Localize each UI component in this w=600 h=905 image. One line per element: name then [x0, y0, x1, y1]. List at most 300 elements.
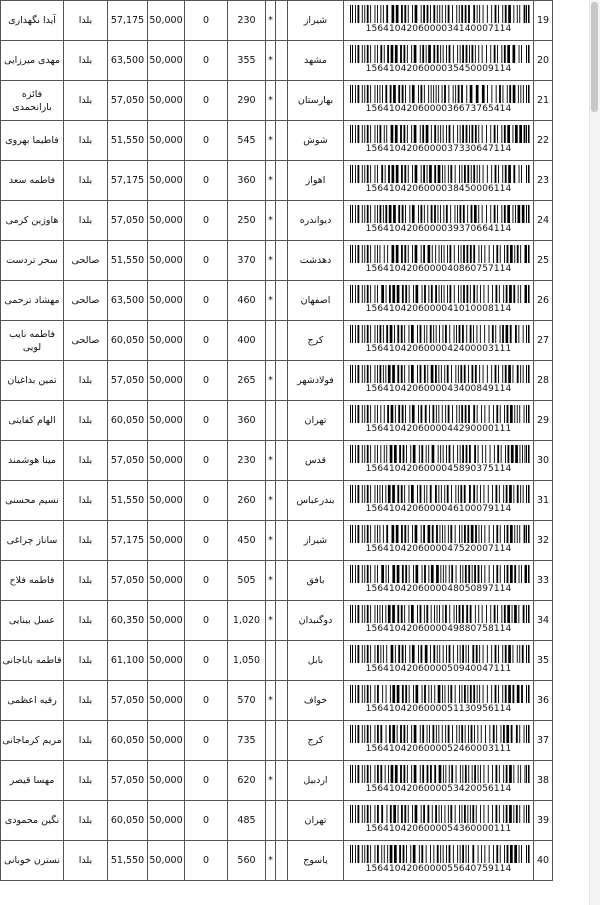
city-cell: کرج	[288, 321, 344, 361]
barcode-cell	[344, 761, 534, 801]
recipient-name-cell: فاطمه سعد	[1, 161, 64, 201]
total-amount-cell: 60,350	[108, 601, 148, 641]
agent-cell: صالحی	[64, 281, 108, 321]
weight-cell: 485	[228, 801, 266, 841]
base-amount-cell: 50,000	[148, 521, 185, 561]
weight-cell: 545	[228, 121, 266, 161]
base-amount-cell: 50,000	[148, 1, 185, 41]
row-number-cell: 35	[534, 641, 553, 681]
zero-cell: 0	[185, 201, 228, 241]
barcode-image	[350, 165, 530, 183]
base-amount-cell: 50,000	[148, 401, 185, 441]
total-amount-cell: 57,175	[108, 1, 148, 41]
zero-cell: 0	[185, 401, 228, 441]
base-amount-cell: 50,000	[148, 161, 185, 201]
table-row	[1, 761, 553, 801]
city-cell: دوگنبدان	[288, 601, 344, 641]
total-amount-cell: 60,050	[108, 321, 148, 361]
row-number-cell: 31	[534, 481, 553, 521]
recipient-name-cell: فاطمه باباجانی	[1, 641, 64, 681]
blank-cell	[276, 201, 288, 241]
row-number-cell: 32	[534, 521, 553, 561]
table-row	[1, 161, 553, 201]
city-cell: مشهد	[288, 41, 344, 81]
star-mark-cell	[266, 721, 276, 761]
barcode-cell	[344, 441, 534, 481]
star-mark-cell	[266, 641, 276, 681]
star-mark-cell: *	[266, 761, 276, 801]
barcode-image	[350, 565, 530, 583]
table-row	[1, 801, 553, 841]
city-cell: بابل	[288, 641, 344, 681]
weight-cell: 505	[228, 561, 266, 601]
barcode-image	[350, 485, 530, 503]
agent-cell: صالحی	[64, 321, 108, 361]
table-row	[1, 1, 553, 41]
barcode-cell	[344, 281, 534, 321]
base-amount-cell: 50,000	[148, 601, 185, 641]
blank-cell	[276, 401, 288, 441]
weight-cell: 355	[228, 41, 266, 81]
agent-cell: یلدا	[64, 1, 108, 41]
barcode-number: 1564104206000037330647114	[365, 143, 512, 154]
star-mark-cell: *	[266, 681, 276, 721]
row-number-cell: 21	[534, 81, 553, 121]
star-mark-cell: *	[266, 561, 276, 601]
blank-cell	[276, 81, 288, 121]
barcode-image	[350, 765, 530, 783]
base-amount-cell: 50,000	[148, 721, 185, 761]
row-number-cell: 38	[534, 761, 553, 801]
weight-cell: 1,020	[228, 601, 266, 641]
star-mark-cell	[266, 321, 276, 361]
blank-cell	[276, 321, 288, 361]
table-row	[1, 601, 553, 641]
star-mark-cell: *	[266, 241, 276, 281]
base-amount-cell: 50,000	[148, 201, 185, 241]
weight-cell: 460	[228, 281, 266, 321]
weight-cell: 360	[228, 161, 266, 201]
row-number-cell: 30	[534, 441, 553, 481]
barcode-number: 1564104206000035450009114	[365, 63, 512, 74]
barcode-number: 1564104206000042400003111	[365, 343, 512, 354]
scrollbar-thumb[interactable]	[591, 2, 598, 112]
city-cell: اصفهان	[288, 281, 344, 321]
recipient-name-cell: فاطیما بهروی	[1, 121, 64, 161]
city-cell: یاسوج	[288, 841, 344, 881]
weight-cell: 735	[228, 721, 266, 761]
row-number-cell: 22	[534, 121, 553, 161]
zero-cell: 0	[185, 121, 228, 161]
barcode-cell	[344, 481, 534, 521]
table-row	[1, 521, 553, 561]
agent-cell: یلدا	[64, 41, 108, 81]
barcode-cell	[344, 521, 534, 561]
base-amount-cell: 50,000	[148, 441, 185, 481]
star-mark-cell: *	[266, 601, 276, 641]
total-amount-cell: 51,550	[108, 481, 148, 521]
row-number-cell: 20	[534, 41, 553, 81]
recipient-name-cell: تمین بداغیان	[1, 361, 64, 401]
barcode-number: 1564104206000055640759114	[365, 863, 512, 874]
barcode-number: 1564104206000045890375114	[365, 463, 512, 474]
base-amount-cell: 50,000	[148, 761, 185, 801]
zero-cell: 0	[185, 761, 228, 801]
base-amount-cell: 50,000	[148, 841, 185, 881]
barcode-number: 1564104206000038450006114	[365, 183, 512, 194]
agent-cell: یلدا	[64, 201, 108, 241]
row-number-cell: 33	[534, 561, 553, 601]
agent-cell: یلدا	[64, 681, 108, 721]
barcode-number: 1564104206000052460003111	[365, 743, 512, 754]
base-amount-cell: 50,000	[148, 281, 185, 321]
barcode-cell	[344, 41, 534, 81]
table-row	[1, 201, 553, 241]
table-row	[1, 441, 553, 481]
zero-cell: 0	[185, 41, 228, 81]
recipient-name-cell: رقیه اعظمی	[1, 681, 64, 721]
blank-cell	[276, 441, 288, 481]
star-mark-cell	[266, 401, 276, 441]
city-cell: شیراز	[288, 521, 344, 561]
weight-cell: 230	[228, 441, 266, 481]
total-amount-cell: 57,050	[108, 81, 148, 121]
row-number-cell: 37	[534, 721, 553, 761]
zero-cell: 0	[185, 321, 228, 361]
recipient-name-cell: فائزه بارانحمدی	[1, 81, 64, 121]
barcode-cell	[344, 201, 534, 241]
city-cell: شوش	[288, 121, 344, 161]
star-mark-cell: *	[266, 161, 276, 201]
zero-cell: 0	[185, 241, 228, 281]
recipient-name-cell: هاوژین کرمی	[1, 201, 64, 241]
base-amount-cell: 50,000	[148, 641, 185, 681]
barcode-image	[350, 205, 530, 223]
base-amount-cell: 50,000	[148, 361, 185, 401]
barcode-number: 1564104206000043400849114	[365, 383, 512, 394]
recipient-name-cell: نگین محمودی	[1, 801, 64, 841]
table-row	[1, 361, 553, 401]
barcode-cell	[344, 321, 534, 361]
star-mark-cell: *	[266, 281, 276, 321]
barcode-cell	[344, 241, 534, 281]
recipient-name-cell: مهسا قیصر	[1, 761, 64, 801]
total-amount-cell: 63,500	[108, 41, 148, 81]
barcode-number: 1564104206000036673765414	[365, 103, 512, 114]
agent-cell: یلدا	[64, 81, 108, 121]
city-cell: بهارستان	[288, 81, 344, 121]
recipient-name-cell: سحر تردست	[1, 241, 64, 281]
base-amount-cell: 50,000	[148, 241, 185, 281]
weight-cell: 360	[228, 401, 266, 441]
row-number-cell: 28	[534, 361, 553, 401]
weight-cell: 370	[228, 241, 266, 281]
barcode-number: 1564104206000054360000111	[365, 823, 512, 834]
row-number-cell: 24	[534, 201, 553, 241]
row-number-cell: 39	[534, 801, 553, 841]
barcode-number: 1564104206000050940047111	[365, 663, 512, 674]
base-amount-cell: 50,000	[148, 81, 185, 121]
zero-cell: 0	[185, 521, 228, 561]
recipient-name-cell: نسترن خوبانی	[1, 841, 64, 881]
base-amount-cell: 50,000	[148, 801, 185, 841]
barcode-number: 1564104206000034140007114	[365, 23, 512, 34]
table-row	[1, 121, 553, 161]
table-row	[1, 681, 553, 721]
weight-cell: 450	[228, 521, 266, 561]
row-number-cell: 27	[534, 321, 553, 361]
barcode-image	[350, 605, 530, 623]
barcode-cell	[344, 601, 534, 641]
zero-cell: 0	[185, 81, 228, 121]
zero-cell: 0	[185, 1, 228, 41]
blank-cell	[276, 481, 288, 521]
blank-cell	[276, 601, 288, 641]
star-mark-cell: *	[266, 121, 276, 161]
blank-cell	[276, 361, 288, 401]
barcode-image	[350, 325, 530, 343]
city-cell: خواف	[288, 681, 344, 721]
weight-cell: 260	[228, 481, 266, 521]
weight-cell: 1,050	[228, 641, 266, 681]
recipient-name-cell: عسل بینایی	[1, 601, 64, 641]
barcode-cell	[344, 401, 534, 441]
blank-cell	[276, 561, 288, 601]
scrollbar-track[interactable]	[589, 0, 600, 905]
recipient-name-cell: مینا هوشمند	[1, 441, 64, 481]
blank-cell	[276, 121, 288, 161]
table-row	[1, 41, 553, 81]
barcode-cell	[344, 81, 534, 121]
barcode-number: 1564104206000048050897114	[365, 583, 512, 594]
barcode-image	[350, 85, 530, 103]
zero-cell: 0	[185, 841, 228, 881]
city-cell: دیواندره	[288, 201, 344, 241]
weight-cell: 290	[228, 81, 266, 121]
barcode-cell	[344, 561, 534, 601]
recipient-name-cell: مریم کرماجانی	[1, 721, 64, 761]
row-number-cell: 19	[534, 1, 553, 41]
recipient-name-cell: ساناز چراغی	[1, 521, 64, 561]
barcode-cell	[344, 121, 534, 161]
base-amount-cell: 50,000	[148, 681, 185, 721]
barcode-number: 1564104206000044290000111	[365, 423, 512, 434]
weight-cell: 400	[228, 321, 266, 361]
barcode-cell	[344, 641, 534, 681]
agent-cell: یلدا	[64, 401, 108, 441]
star-mark-cell: *	[266, 481, 276, 521]
barcode-cell	[344, 841, 534, 881]
agent-cell: یلدا	[64, 161, 108, 201]
blank-cell	[276, 161, 288, 201]
star-mark-cell: *	[266, 1, 276, 41]
total-amount-cell: 57,050	[108, 761, 148, 801]
blank-cell	[276, 641, 288, 681]
row-number-cell: 29	[534, 401, 553, 441]
city-cell: اهواز	[288, 161, 344, 201]
city-cell: بافق	[288, 561, 344, 601]
base-amount-cell: 50,000	[148, 121, 185, 161]
weight-cell: 570	[228, 681, 266, 721]
agent-cell: صالحی	[64, 241, 108, 281]
barcode-image	[350, 365, 530, 383]
barcode-number: 1564104206000053420056114	[365, 783, 512, 794]
city-cell: کرج	[288, 721, 344, 761]
barcode-cell	[344, 681, 534, 721]
table-row	[1, 481, 553, 521]
barcode-image	[350, 805, 530, 823]
city-cell: فولادشهر	[288, 361, 344, 401]
table-row	[1, 321, 553, 361]
weight-cell: 230	[228, 1, 266, 41]
table-row	[1, 81, 553, 121]
barcode-image	[350, 525, 530, 543]
blank-cell	[276, 721, 288, 761]
star-mark-cell: *	[266, 521, 276, 561]
barcode-image	[350, 725, 530, 743]
base-amount-cell: 50,000	[148, 41, 185, 81]
barcode-image	[350, 125, 530, 143]
zero-cell: 0	[185, 681, 228, 721]
agent-cell: یلدا	[64, 561, 108, 601]
zero-cell: 0	[185, 281, 228, 321]
blank-cell	[276, 1, 288, 41]
blank-cell	[276, 801, 288, 841]
row-number-cell: 40	[534, 841, 553, 881]
base-amount-cell: 50,000	[148, 321, 185, 361]
table-row	[1, 561, 553, 601]
weight-cell: 250	[228, 201, 266, 241]
zero-cell: 0	[185, 721, 228, 761]
total-amount-cell: 57,050	[108, 361, 148, 401]
agent-cell: یلدا	[64, 361, 108, 401]
recipient-name-cell: آیدا نگهداری	[1, 1, 64, 41]
weight-cell: 620	[228, 761, 266, 801]
barcode-image	[350, 685, 530, 703]
recipient-name-cell: الهام کفایتی	[1, 401, 64, 441]
recipient-name-cell: مهشاد ترحمی	[1, 281, 64, 321]
barcode-image	[350, 285, 530, 303]
row-number-cell: 36	[534, 681, 553, 721]
barcode-image	[350, 445, 530, 463]
city-cell: تهران	[288, 801, 344, 841]
blank-cell	[276, 241, 288, 281]
total-amount-cell: 57,050	[108, 561, 148, 601]
total-amount-cell: 51,550	[108, 241, 148, 281]
zero-cell: 0	[185, 441, 228, 481]
base-amount-cell: 50,000	[148, 561, 185, 601]
city-cell: شیراز	[288, 1, 344, 41]
total-amount-cell: 60,050	[108, 801, 148, 841]
agent-cell: یلدا	[64, 601, 108, 641]
blank-cell	[276, 681, 288, 721]
table-row	[1, 401, 553, 441]
barcode-number: 1564104206000047520007114	[365, 543, 512, 554]
agent-cell: یلدا	[64, 441, 108, 481]
city-cell: دهدشت	[288, 241, 344, 281]
barcode-cell	[344, 801, 534, 841]
base-amount-cell: 50,000	[148, 481, 185, 521]
agent-cell: یلدا	[64, 521, 108, 561]
barcode-number: 1564104206000039370664114	[365, 223, 512, 234]
star-mark-cell: *	[266, 361, 276, 401]
row-number-cell: 25	[534, 241, 553, 281]
total-amount-cell: 61,100	[108, 641, 148, 681]
total-amount-cell: 60,050	[108, 401, 148, 441]
table-row	[1, 641, 553, 681]
total-amount-cell: 57,050	[108, 441, 148, 481]
row-number-cell: 26	[534, 281, 553, 321]
barcode-number: 1564104206000051130956114	[365, 703, 512, 714]
city-cell: اردبیل	[288, 761, 344, 801]
total-amount-cell: 63,500	[108, 281, 148, 321]
recipient-name-cell: فاطمه فلاح	[1, 561, 64, 601]
total-amount-cell: 51,550	[108, 841, 148, 881]
agent-cell: یلدا	[64, 761, 108, 801]
row-number-cell: 23	[534, 161, 553, 201]
barcode-image	[350, 5, 530, 23]
weight-cell: 560	[228, 841, 266, 881]
star-mark-cell: *	[266, 841, 276, 881]
star-mark-cell: *	[266, 441, 276, 481]
city-cell: قدس	[288, 441, 344, 481]
city-cell: تهران	[288, 401, 344, 441]
star-mark-cell: *	[266, 41, 276, 81]
zero-cell: 0	[185, 561, 228, 601]
blank-cell	[276, 841, 288, 881]
barcode-number: 1564104206000046100079114	[365, 503, 512, 514]
blank-cell	[276, 761, 288, 801]
barcode-cell	[344, 161, 534, 201]
barcode-cell	[344, 1, 534, 41]
zero-cell: 0	[185, 601, 228, 641]
agent-cell: یلدا	[64, 721, 108, 761]
recipient-name-cell: فاطمه نایب لویی	[1, 321, 64, 361]
table-row	[1, 241, 553, 281]
total-amount-cell: 60,050	[108, 721, 148, 761]
recipient-name-cell: مهدی میرزایی	[1, 41, 64, 81]
star-mark-cell: *	[266, 201, 276, 241]
barcode-image	[350, 645, 530, 663]
total-amount-cell: 57,050	[108, 681, 148, 721]
barcode-cell	[344, 361, 534, 401]
total-amount-cell: 51,550	[108, 121, 148, 161]
barcode-cell	[344, 721, 534, 761]
barcode-image	[350, 405, 530, 423]
zero-cell: 0	[185, 161, 228, 201]
total-amount-cell: 57,175	[108, 161, 148, 201]
weight-cell: 265	[228, 361, 266, 401]
zero-cell: 0	[185, 361, 228, 401]
barcode-number: 1564104206000041010008114	[365, 303, 512, 314]
zero-cell: 0	[185, 641, 228, 681]
agent-cell: یلدا	[64, 641, 108, 681]
star-mark-cell	[266, 801, 276, 841]
blank-cell	[276, 281, 288, 321]
zero-cell: 0	[185, 481, 228, 521]
agent-cell: یلدا	[64, 121, 108, 161]
blank-cell	[276, 521, 288, 561]
table-row	[1, 281, 553, 321]
table-row	[1, 841, 553, 881]
agent-cell: یلدا	[64, 801, 108, 841]
city-cell: بندرعباس	[288, 481, 344, 521]
agent-cell: یلدا	[64, 481, 108, 521]
total-amount-cell: 57,175	[108, 521, 148, 561]
table-row	[1, 721, 553, 761]
blank-cell	[276, 41, 288, 81]
barcode-number: 1564104206000040860757114	[365, 263, 512, 274]
